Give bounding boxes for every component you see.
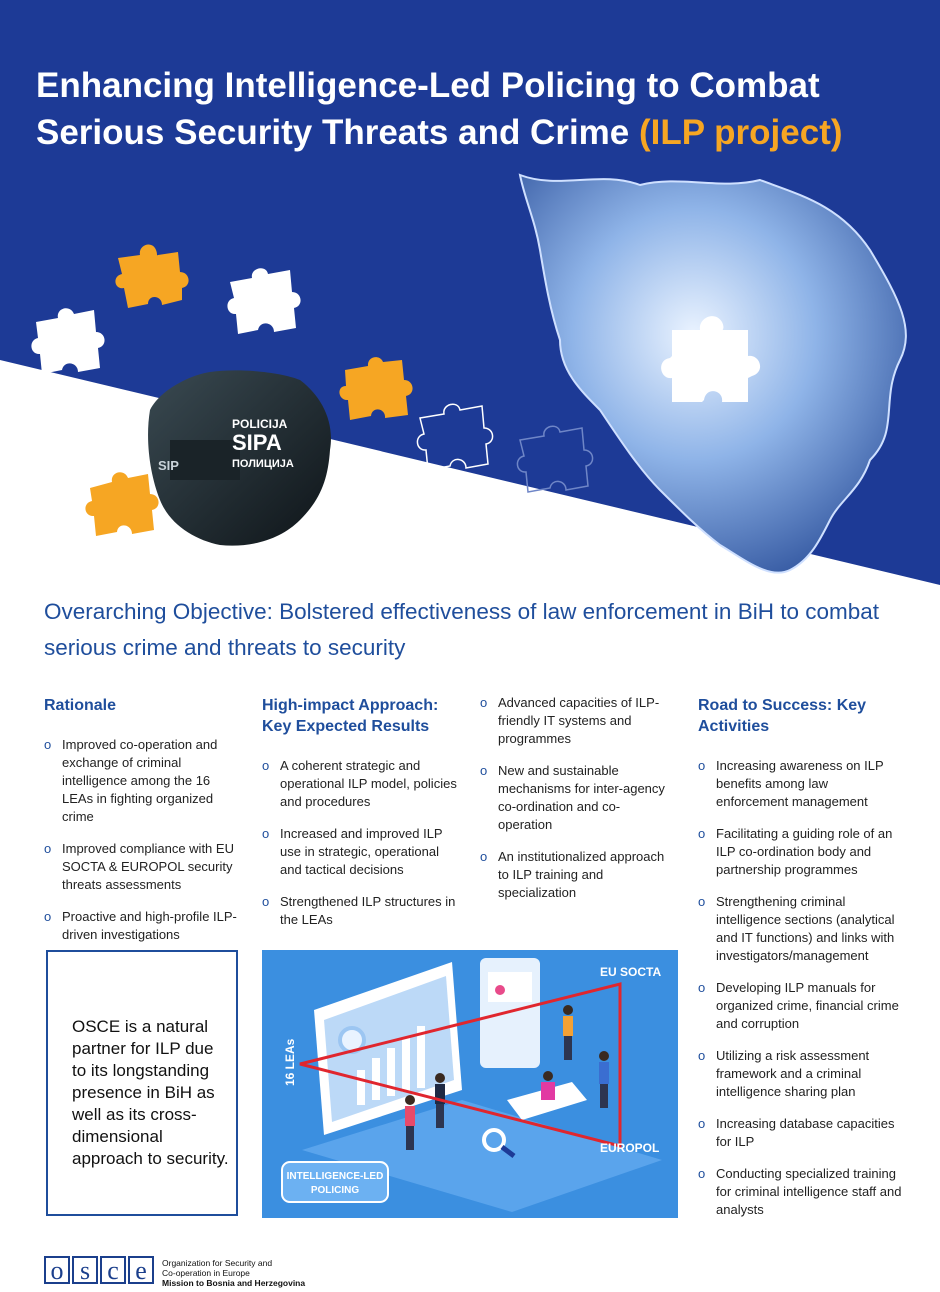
list-item xyxy=(698,1115,902,1151)
bullet-circle-icon: o xyxy=(480,695,488,710)
list-item-text: Improved compliance with EU SOCTA & EUROPOL security threats assessments xyxy=(62,841,234,892)
list-item xyxy=(44,908,240,944)
bullet-circle-icon: o xyxy=(262,826,270,841)
organization-name xyxy=(162,1258,305,1288)
rationale-heading: Rationale xyxy=(44,697,117,714)
vehicle-text-policija-cyrillic: ПОЛИЦИЈА xyxy=(232,458,294,470)
screen-bar xyxy=(402,1038,410,1092)
list-item-text: An institutionalized approach to ILP training and specialization xyxy=(498,849,665,900)
list-item-text: A coherent strategic and operational ILP model, policies and procedures xyxy=(280,758,457,809)
person-head xyxy=(599,1051,609,1061)
person-head xyxy=(563,1005,573,1015)
bullet-circle-icon: o xyxy=(262,894,270,909)
logo-letter: s xyxy=(72,1256,98,1284)
list-item xyxy=(480,694,672,748)
logo-letter: c xyxy=(100,1256,126,1284)
bullet-circle-icon: o xyxy=(480,849,488,864)
bullet-circle-icon: o xyxy=(698,980,706,995)
person-head xyxy=(405,1095,415,1105)
person-body xyxy=(563,1016,573,1036)
osce-logo xyxy=(44,1256,156,1284)
list-item-text: New and sustainable mechanisms for inter-agency co-ordination and co-operation xyxy=(498,763,665,832)
list-item-text: Increasing awareness on ILP benefits among law enforcement management xyxy=(716,758,884,809)
tablet-screen xyxy=(488,972,532,1002)
objective-label: Overarching Objective: xyxy=(44,599,273,624)
list-item-text: Utilizing a risk assessment framework and a criminal intelligence sharing plan xyxy=(716,1048,870,1099)
vehicle-text-sip: SIP xyxy=(158,458,179,473)
objective-text: Bolstered effectiveness of law enforcement in BiH to combat serious crime and threats to security xyxy=(44,599,879,660)
results-continued-list xyxy=(480,694,672,902)
list-item-text: Increased and improved ILP use in strategic, operational and tactical decisions xyxy=(280,826,443,877)
bullet-circle-icon: o xyxy=(44,737,52,752)
person-head xyxy=(435,1073,445,1083)
osce-partner-text: OSCE is a natural partner for ILP due to its longstanding presence in BiH as well as its cross-dimensional approach to security. xyxy=(72,1017,229,1168)
bullet-circle-icon: o xyxy=(698,1116,706,1131)
vehicle-text-policija: POLICIJA xyxy=(232,417,288,431)
activities-list xyxy=(698,757,902,1219)
activities-heading: Road to Success: Key Activities xyxy=(698,697,867,735)
list-item xyxy=(698,979,902,1033)
list-item xyxy=(262,825,462,879)
person-body xyxy=(541,1082,555,1100)
bullet-circle-icon: o xyxy=(698,1166,706,1181)
list-item xyxy=(44,736,240,826)
footer xyxy=(44,1256,364,1290)
title-main: Enhancing Intelligence-Led Policing to Combat Serious Security Threats and Crime xyxy=(36,66,820,152)
list-item xyxy=(698,893,902,965)
vehicle-window xyxy=(170,440,240,480)
list-item xyxy=(698,1165,902,1219)
list-item-text: Conducting specialized training for criminal intelligence staff and analysts xyxy=(716,1166,902,1217)
activities-column xyxy=(698,695,902,1233)
page-title xyxy=(36,62,916,156)
bullet-circle-icon: o xyxy=(44,909,52,924)
tablet-dot xyxy=(495,985,505,995)
label-europol: EUROPOL xyxy=(600,1141,660,1155)
person-legs xyxy=(406,1126,414,1150)
hero-banner xyxy=(0,0,940,600)
org-line-1: Organization for Security and xyxy=(162,1258,273,1268)
bullet-circle-icon: o xyxy=(262,758,270,773)
list-item xyxy=(262,757,462,811)
list-item-text: Strengthened ILP structures in the LEAs xyxy=(280,894,456,927)
org-line-3: Mission to Bosnia and Herzegovina xyxy=(162,1278,306,1288)
title-accent: (ILP project) xyxy=(638,113,843,152)
bullet-circle-icon: o xyxy=(698,1048,706,1063)
list-item xyxy=(44,840,240,894)
vehicle-text-sipa: SIPA xyxy=(232,430,282,455)
bullet-circle-icon: o xyxy=(698,826,706,841)
list-item-text: Developing ILP manuals for organized crime, financial crime and corruption xyxy=(716,980,899,1031)
screen-bar xyxy=(357,1070,365,1105)
label-eu-socta: EU SOCTA xyxy=(600,965,662,979)
list-item xyxy=(262,893,462,929)
list-item-text: Proactive and high-profile ILP-driven investigations xyxy=(62,909,237,942)
logo-letter: e xyxy=(128,1256,154,1284)
rationale-list xyxy=(44,736,240,944)
list-item-text: Advanced capacities of ILP-friendly IT systems and programmes xyxy=(498,695,660,746)
label-16-leas: 16 LEAs xyxy=(283,1038,297,1086)
overarching-objective xyxy=(44,594,904,666)
orange-puzzle-piece xyxy=(85,472,158,536)
ilp-illustration xyxy=(262,950,678,1218)
list-item-text: Strengthening criminal intelligence sections (analytical and IT functions) and links with investigators/management xyxy=(716,894,895,963)
list-item-text: Facilitating a guiding role of an ILP co-ordination body and partnership programmes xyxy=(716,826,893,877)
list-item-text: Increasing database capacities for ILP xyxy=(716,1116,895,1149)
person-legs xyxy=(436,1104,444,1128)
badge-line-2: POLICING xyxy=(310,1185,360,1196)
list-item xyxy=(698,825,902,879)
org-line-2: Co-operation in Europe xyxy=(162,1268,250,1278)
osce-partner-box xyxy=(46,950,238,1216)
list-item-text: Improved co-operation and exchange of criminal intelligence among the 16 LEAs in fighting organized crime xyxy=(62,737,218,824)
bullet-circle-icon: o xyxy=(698,758,706,773)
results-heading: High-impact Approach: Key Expected Results xyxy=(262,697,439,735)
badge-line-1: INTELLIGENCE-LED xyxy=(286,1171,384,1182)
list-item xyxy=(698,757,902,811)
results-continued-column xyxy=(480,694,672,916)
bullet-circle-icon: o xyxy=(698,894,706,909)
ilp-illustration-graphic xyxy=(262,950,678,1218)
list-item xyxy=(480,762,672,834)
list-item xyxy=(698,1047,902,1101)
bullet-circle-icon: o xyxy=(44,841,52,856)
results-column xyxy=(262,695,462,943)
person-body xyxy=(405,1106,415,1126)
person-head xyxy=(543,1071,553,1081)
rationale-column xyxy=(44,695,240,958)
person-legs xyxy=(564,1036,572,1060)
logo-letter: o xyxy=(44,1256,70,1284)
results-list xyxy=(262,757,462,929)
list-item xyxy=(480,848,672,902)
ilp-badge xyxy=(282,1162,388,1202)
person-body xyxy=(599,1062,609,1084)
screen-bar xyxy=(372,1058,380,1100)
bullet-circle-icon: o xyxy=(480,763,488,778)
person-legs xyxy=(600,1084,608,1108)
